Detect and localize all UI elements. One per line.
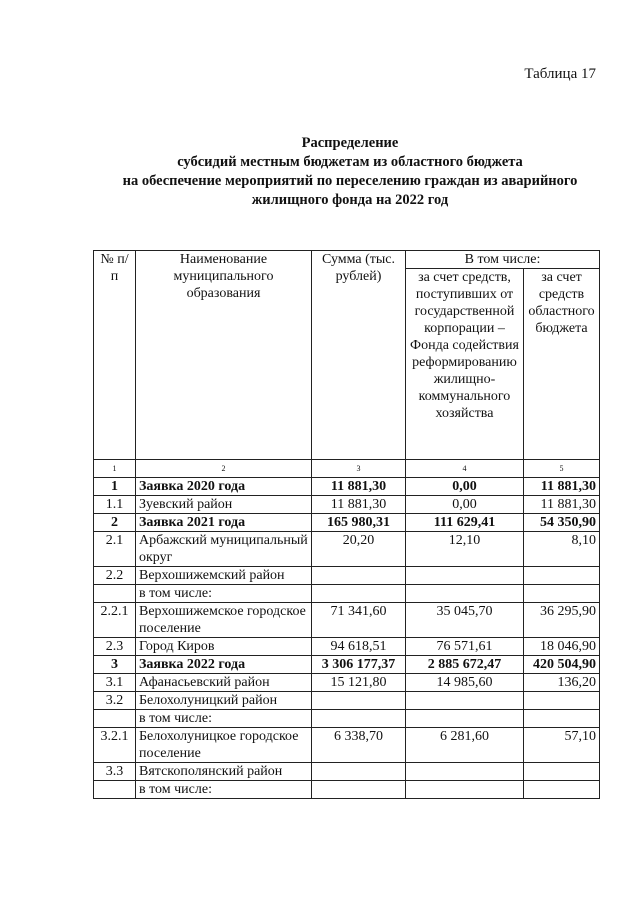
row-fund-amount: 6 281,60 <box>406 728 524 763</box>
row-sum <box>312 763 406 781</box>
row-name: Заявка 2022 года <box>136 656 312 674</box>
row-number: 1 <box>94 478 136 496</box>
row-number <box>94 710 136 728</box>
row-sum <box>312 710 406 728</box>
row-number <box>94 585 136 603</box>
table-row <box>94 781 600 799</box>
header-sum: Сумма (тыс. рублей) <box>312 251 406 460</box>
heading-line: субсидий местным бюджетам из областного бюджета <box>177 154 523 170</box>
header-fund: за счет средств, поступивших от государственной корпорации – Фонда содействия реформированию жилищно-коммунального хозяйства <box>406 269 524 460</box>
row-name: в том числе: <box>136 585 312 603</box>
row-number: 3.2.1 <box>94 728 136 763</box>
row-sum <box>312 692 406 710</box>
row-fund-amount <box>406 585 524 603</box>
heading-line: Распределение <box>301 135 399 151</box>
row-number: 2 <box>94 514 136 532</box>
row-sum: 165 980,31 <box>312 514 406 532</box>
row-fund-amount: 111 629,41 <box>406 514 524 532</box>
row-number: 2.3 <box>94 638 136 656</box>
row-regional-amount: 11 881,30 <box>524 478 600 496</box>
column-number: 1 <box>94 460 136 478</box>
row-name: Верхошижемское городское поселение <box>136 603 312 638</box>
row-sum: 15 121,80 <box>312 674 406 692</box>
row-regional-amount <box>524 710 600 728</box>
table-number: Таблица 17 <box>524 66 596 82</box>
table-row <box>94 532 600 567</box>
row-sum: 20,20 <box>312 532 406 567</box>
row-regional-amount <box>524 567 600 585</box>
row-regional-amount <box>524 763 600 781</box>
row-fund-amount: 35 045,70 <box>406 603 524 638</box>
row-sum: 94 618,51 <box>312 638 406 656</box>
header-row <box>94 251 600 269</box>
row-sum <box>312 781 406 799</box>
row-name: Заявка 2021 года <box>136 514 312 532</box>
row-name: Белохолуницкое городское поселение <box>136 728 312 763</box>
heading-line: жилищного фонда на 2022 год <box>251 192 449 208</box>
row-fund-amount <box>406 567 524 585</box>
table-row <box>94 585 600 603</box>
header-name: Наименование муниципального образования <box>136 251 312 460</box>
table-row <box>94 728 600 763</box>
column-number: 5 <box>524 460 600 478</box>
row-name: Вятскополянский район <box>136 763 312 781</box>
document-heading <box>60 134 640 210</box>
row-number: 2.2.1 <box>94 603 136 638</box>
row-fund-amount: 12,10 <box>406 532 524 567</box>
table-row <box>94 514 600 532</box>
row-name: Арбажский муниципальный округ <box>136 532 312 567</box>
row-regional-amount <box>524 585 600 603</box>
row-name: Верхошижемский район <box>136 567 312 585</box>
header-regional: за счет средств областного бюджета <box>524 269 600 460</box>
row-name: Зуевский район <box>136 496 312 514</box>
table-row <box>94 656 600 674</box>
row-regional-amount: 8,10 <box>524 532 600 567</box>
row-fund-amount <box>406 692 524 710</box>
table-row <box>94 478 600 496</box>
row-number: 3.3 <box>94 763 136 781</box>
column-number: 3 <box>312 460 406 478</box>
row-number: 2.1 <box>94 532 136 567</box>
column-number: 2 <box>136 460 312 478</box>
row-number: 1.1 <box>94 496 136 514</box>
row-number: 3.1 <box>94 674 136 692</box>
row-regional-amount: 57,10 <box>524 728 600 763</box>
table-row <box>94 603 600 638</box>
table-row <box>94 692 600 710</box>
row-regional-amount <box>524 781 600 799</box>
row-name: Афанасьевский район <box>136 674 312 692</box>
table-row <box>94 710 600 728</box>
table-row <box>94 496 600 514</box>
row-regional-amount: 420 504,90 <box>524 656 600 674</box>
row-number: 3.2 <box>94 692 136 710</box>
header-including: В том числе: <box>406 251 600 269</box>
row-fund-amount <box>406 763 524 781</box>
row-number: 3 <box>94 656 136 674</box>
row-regional-amount <box>524 692 600 710</box>
row-sum: 71 341,60 <box>312 603 406 638</box>
row-name: Город Киров <box>136 638 312 656</box>
row-sum <box>312 585 406 603</box>
table-row <box>94 763 600 781</box>
row-name: в том числе: <box>136 781 312 799</box>
subsidy-table <box>93 250 600 799</box>
row-name: Белохолуницкий район <box>136 692 312 710</box>
row-number <box>94 781 136 799</box>
row-fund-amount <box>406 781 524 799</box>
table-row <box>94 567 600 585</box>
row-sum: 11 881,30 <box>312 478 406 496</box>
row-fund-amount: 0,00 <box>406 496 524 514</box>
heading-line: на обеспечение мероприятий по переселению граждан из аварийного <box>122 173 578 189</box>
row-regional-amount: 136,20 <box>524 674 600 692</box>
row-name: в том числе: <box>136 710 312 728</box>
row-number: 2.2 <box>94 567 136 585</box>
row-regional-amount: 18 046,90 <box>524 638 600 656</box>
header-num: № п/п <box>94 251 136 460</box>
row-sum: 6 338,70 <box>312 728 406 763</box>
row-fund-amount <box>406 710 524 728</box>
row-name: Заявка 2020 года <box>136 478 312 496</box>
row-sum <box>312 567 406 585</box>
row-fund-amount: 2 885 672,47 <box>406 656 524 674</box>
row-regional-amount: 11 881,30 <box>524 496 600 514</box>
table-row <box>94 638 600 656</box>
row-regional-amount: 36 295,90 <box>524 603 600 638</box>
row-sum: 3 306 177,37 <box>312 656 406 674</box>
row-regional-amount: 54 350,90 <box>524 514 600 532</box>
table-row <box>94 674 600 692</box>
row-fund-amount: 76 571,61 <box>406 638 524 656</box>
column-numbers-row <box>94 460 600 478</box>
row-fund-amount: 0,00 <box>406 478 524 496</box>
column-number: 4 <box>406 460 524 478</box>
row-fund-amount: 14 985,60 <box>406 674 524 692</box>
row-sum: 11 881,30 <box>312 496 406 514</box>
